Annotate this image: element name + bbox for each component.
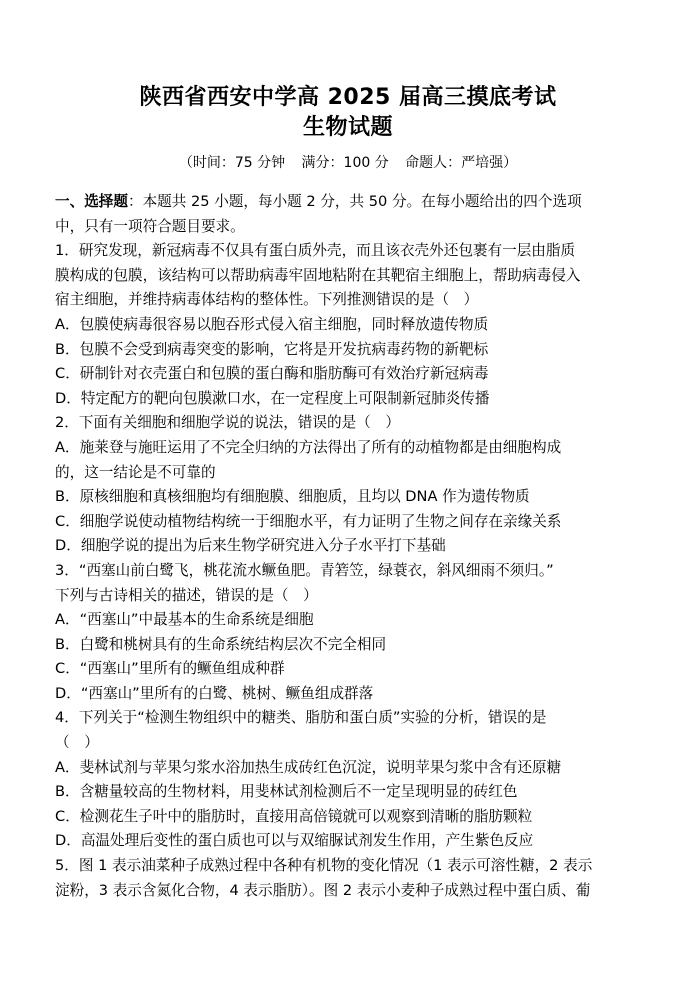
exam-body [55,190,655,903]
option-C: C．“西塞山”里所有的鳜鱼组成种群 [55,660,285,678]
question-stem: 下列与古诗相关的描述，错误的是（ ） [55,586,318,604]
question-stem: 淀粉，3 表示含氮化合物，4 表示脂肪）。图 2 表示小麦种子成熟过程中蛋白质、葡 [55,881,591,899]
option-B: B．含糖量较高的生物材料，用斐林试剂检测后不一定呈现明显的砖红色 [55,783,518,801]
option-D: D．“西塞山”里所有的白鹭、桃树、鳜鱼组成群落 [55,684,374,702]
option-D: D．细胞学说的提出为后来生物学研究进入分子水平打下基础 [55,537,446,555]
question-1 [55,239,655,411]
option-A: A．包膜使病毒很容易以胞吞形式侵入宿主细胞，同时释放遗传物质 [55,315,489,333]
option-B: B．原核细胞和真核细胞均有细胞膜、细胞质，且均以 DNA 作为遗传物质 [55,488,530,506]
question-stem: 1．研究发现，新冠病毒不仅具有蛋白质外壳，而且该衣壳外还包裹有一层由脂质 [55,242,576,260]
option-A: 的，这一结论是不可靠的 [55,463,216,481]
question-stem: 宿主细胞，并维持病毒体结构的整体性。下列推测错误的是（ ） [55,291,479,309]
option-C: C．细胞学说使动植物结构统一于细胞水平，有力证明了生物之间存在亲缘关系 [55,512,562,530]
question-stem: 3．“西塞山前白鹭飞，桃花流水鳜鱼肥。青箬笠，绿蓑衣，斜风细雨不须归。” [55,561,554,579]
question-2 [55,411,655,559]
question-5 [55,854,655,903]
section-heading: 一、选择题 [55,193,128,210]
question-3 [55,559,655,707]
section-intro-cont: 中，只有一项符合题目要求。 [55,217,245,235]
question-stem: 膜构成的包膜，该结构可以帮助病毒牢固地粘附在其靶宿主细胞上，帮助病毒侵入 [55,266,581,284]
option-A: A．“西塞山”中最基本的生命系统是细胞 [55,611,314,629]
question-list [55,239,655,903]
question-stem: 2．下面有关细胞和细胞学说的说法，错误的是（ ） [55,414,400,432]
option-A: A．施莱登与施旺运用了不完全归纳的方法得出了所有的动植物都是由细胞构成 [55,438,562,456]
exam-score: 满分：100 分 [301,155,389,171]
exam-subject: 生物试题 [302,115,393,140]
exam-title: 陕西省西安中学高 2025 届高三摸底考试 [139,85,557,110]
question-stem: 5．图 1 表示油菜种子成熟过程中各种有机物的变化情况（1 表示可溶性糖，2 表示 [55,857,593,875]
option-B: B．白鹭和桃树具有的生命系统结构层次不完全相同 [55,635,387,653]
question-4 [55,706,655,854]
option-C: C．检测花生子叶中的脂肪时，直接用高倍镜就可以观察到清晰的脂肪颗粒 [55,807,533,825]
question-stem: （ ） [55,734,99,752]
exam-meta [0,152,696,172]
option-B: B．包膜不会受到病毒突变的影响，它将是开发抗病毒药物的新靶标 [55,340,489,358]
option-D: D．高温处理后变性的蛋白质也可以与双缩脲试剂发生作用，产生紫色反应 [55,832,534,850]
exam-author: 命题人：严培强） [405,155,518,171]
section-intro: 一、选择题：本题共 25 小题，每小题 2 分，共 50 分。在每小题给出的四个选项 [55,193,582,210]
question-stem: 4．下列关于“检测生物组织中的糖类、脂肪和蛋白质”实验的分析，错误的是 [55,709,547,727]
option-A: A．斐林试剂与苹果匀浆水浴加热生成砖红色沉淀，说明苹果匀浆中含有还原糖 [55,758,562,776]
option-C: C．研制针对衣壳蛋白和包膜的蛋白酶和脂肪酶可有效治疗新冠病毒 [55,365,489,383]
exam-time: （时间：75 分钟 [178,155,286,171]
option-D: D．特定配方的靶向包膜漱口水，在一定程度上可限制新冠肺炎传播 [55,389,490,407]
